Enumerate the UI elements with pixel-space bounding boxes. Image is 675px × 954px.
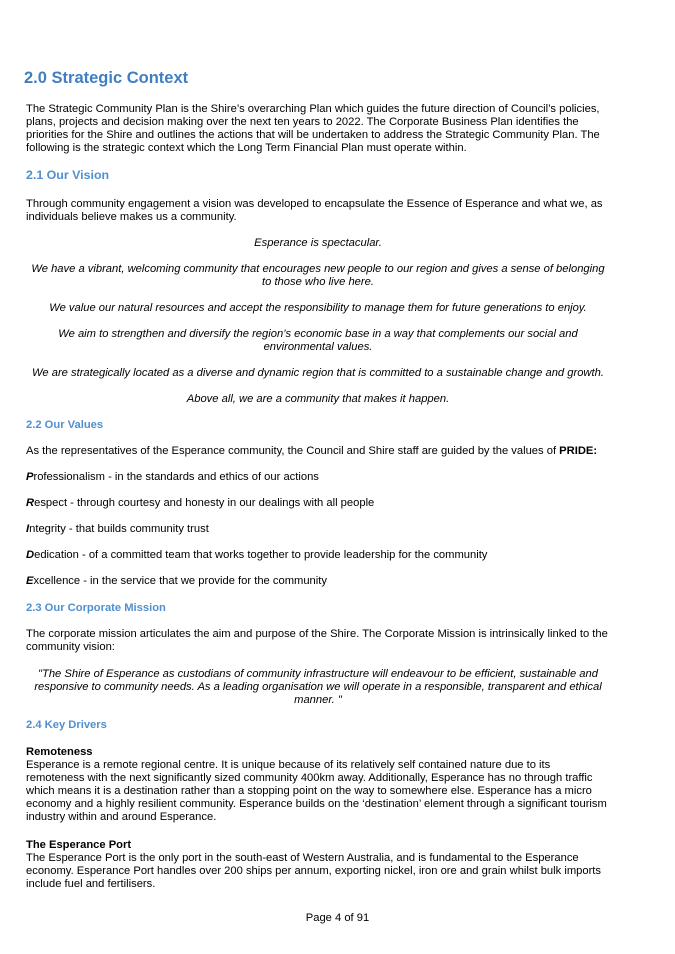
vision-line: We aim to strengthen and diversify the region’s economic base in a way that complements our social and environmental values. [58, 328, 578, 353]
value-letter: D [26, 549, 35, 561]
driver-item [26, 839, 610, 891]
mission-intro: The corporate mission articulates the aim and purpose of the Shire. The Corporate Mission is intrinsically linked to the community vision: [26, 628, 608, 653]
value-item [26, 471, 610, 484]
value-item [26, 575, 610, 588]
vision-line: We are strategically located as a diverse and dynamic region that is committed to a sustainable change and growth. [32, 367, 604, 379]
driver-title: Remoteness [26, 746, 93, 758]
vision-heading: 2.1 Our Vision [26, 168, 110, 182]
vision-line: We value our natural resources and accept the responsibility to manage them for future generations to enjoy. [49, 302, 587, 314]
values-intro [26, 445, 610, 458]
page-number: Page 4 of 91 [305, 912, 370, 924]
vision-line: Above all, we are a community that makes it happen. [186, 393, 450, 405]
driver-title: The Esperance Port [26, 839, 132, 851]
value-item [26, 497, 610, 510]
vision-line: Esperance is spectacular. [254, 237, 382, 249]
value-text: espect - through courtesy and honesty in our dealings with all people [34, 497, 375, 509]
driver-text: Esperance is a remote regional centre. It is unique because of its relatively self contained nature due to its remoteness with the next significantly sized community 400km away. Additionally, Esperance has no through traffic which means it is a destination rather than a stopping point on the way to somewhere else. Esperance has a micro economy and a highly resilient community. Esperance builds on the ‘destination’ element through a significant tourism industry within and around Esperance. [26, 759, 607, 823]
section-title: 2.0 Strategic Context [24, 69, 189, 87]
value-text: rofessionalism - in the standards and ethics of our actions [33, 471, 319, 483]
values-acronym: PRIDE: [559, 445, 598, 457]
section-intro: The Strategic Community Plan is the Shire’s overarching Plan which guides the future direction of Council’s policies, plans, projects and decision making over the next ten years to 2022. The Corporate Business Plan identifies the priorities for the Shire and outlines the actions that will be undertaken to address the Strategic Community Plan. The following is the strategic context which the Long Term Financial Plan must operate within. [26, 103, 600, 154]
values-intro-text: As the representatives of the Esperance community, the Council and Shire staff are guided by the values of [26, 445, 557, 457]
driver-item [26, 746, 610, 824]
value-letter: P [26, 471, 34, 483]
value-item [26, 549, 610, 562]
value-letter: R [26, 497, 35, 509]
value-text: ntegrity - that builds community trust [29, 523, 209, 535]
vision-line: We have a vibrant, welcoming community that encourages new people to our region and gives a sense of belonging to those who live here. [31, 263, 605, 288]
value-text: edication - of a committed team that works together to provide leadership for the community [34, 549, 488, 561]
values-heading: 2.2 Our Values [26, 419, 104, 431]
value-letter: E [26, 575, 34, 587]
vision-intro: Through community engagement a vision was developed to encapsulate the Essence of Esperance and what we, as individuals believe makes us a community. [26, 198, 603, 223]
mission-quote: "The Shire of Esperance as custodians of community infrastructure will endeavour to be efficient, sustainable and responsive to community needs. As a leading organisation we will operate in a responsible, transparent and ethical manner. " [34, 668, 602, 706]
value-item [26, 523, 610, 536]
value-text: xcellence - in the service that we provide for the community [33, 575, 327, 587]
mission-heading: 2.3 Our Corporate Mission [26, 602, 166, 614]
drivers-heading: 2.4 Key Drivers [26, 719, 107, 731]
driver-text: The Esperance Port is the only port in the south-east of Western Australia, and is fundamental to the Esperance economy. Esperance Port handles over 200 ships per annum, exporting nickel, iron ore and grain whilst bulk imports include fuel and fertilisers. [26, 852, 602, 890]
value-letter: I [26, 523, 30, 535]
